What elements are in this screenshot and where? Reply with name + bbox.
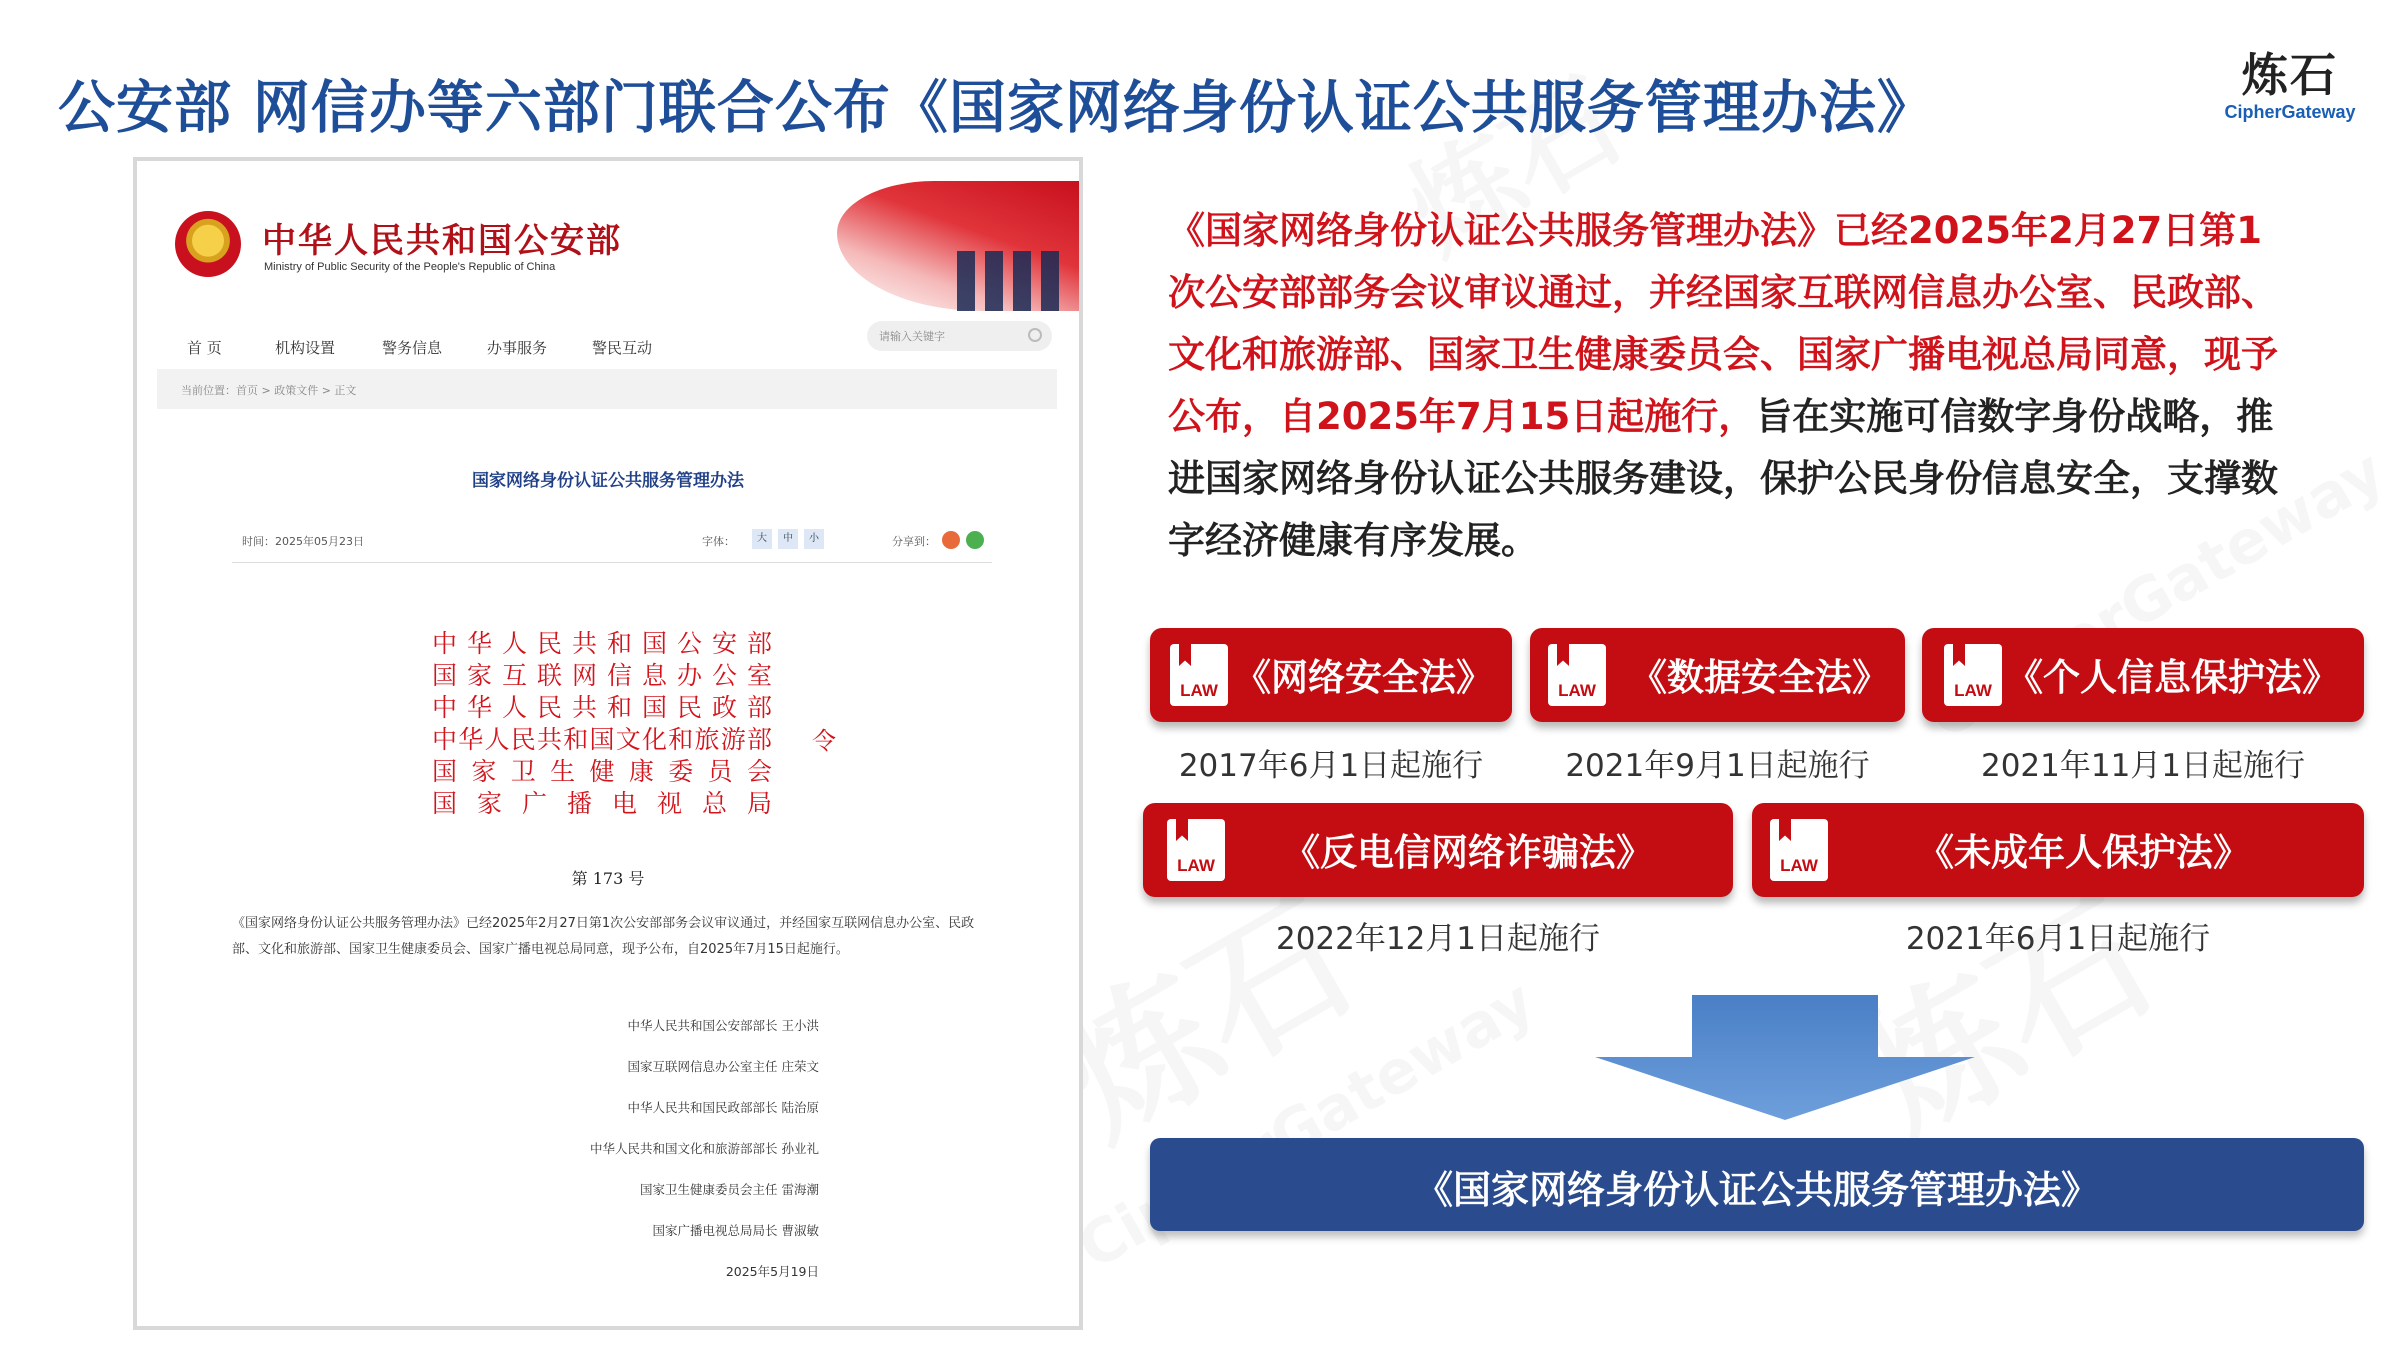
law-book-icon: LAW [1548, 644, 1606, 706]
font-size-large-button[interactable]: 大 [752, 529, 772, 549]
intro-paragraph [1168, 200, 2278, 572]
decree-issuer: 中华人民共和国文化和旅游部 [432, 725, 772, 754]
document-header [137, 161, 1079, 311]
publish-time: 时间：2025年05月23日 [242, 535, 364, 548]
law-book-icon: LAW [1167, 819, 1225, 881]
decree-issuers [432, 628, 832, 820]
decree-suffix: 令 [812, 727, 836, 755]
law-button-minors-protection[interactable] [1752, 803, 2364, 897]
nav-item-services[interactable]: 办事服务 [487, 339, 548, 357]
law-effective-date: 2021年11月1日起施行 [1980, 748, 2306, 784]
law-name: 《未成年人保护法》 [1917, 831, 2250, 874]
ministry-name-en: Ministry of Public Security of the People's Republic of China [264, 261, 556, 273]
signatory: 中华人民共和国文化和旅游部部长 孙业礼 [590, 1141, 819, 1156]
intro-text: 旨在实施可信数字身份战略，推进国家网络身份认证公共服务建设，保护公民身份信息安全，支撑数字经济健康有序发展。 [1168, 395, 2278, 562]
document-search-input[interactable] [867, 321, 1052, 351]
law-name: 《个人信息保护法》 [2006, 656, 2339, 699]
font-size-label: 字体： [702, 535, 735, 548]
law-effective-date: 2021年9月1日起施行 [1565, 748, 1870, 784]
decree-issuer: 中华人民共和国民政部 [432, 693, 772, 722]
law-button-personal-info[interactable] [1922, 628, 2364, 722]
decree-issuer: 中华人民共和国公安部 [432, 629, 772, 658]
document-screenshot [133, 157, 1083, 1330]
signatory: 国家互联网信息办公室主任 庄荣文 [627, 1059, 819, 1074]
law-name: 《反电信网络诈骗法》 [1283, 831, 1653, 874]
nav-item-home[interactable]: 首 页 [187, 339, 222, 357]
font-size-medium-button[interactable]: 中 [778, 529, 798, 549]
nav-item-police-info[interactable]: 警务信息 [382, 339, 443, 357]
law-book-icon: LAW [1770, 819, 1828, 881]
national-emblem-icon [175, 211, 241, 277]
logo-text-cn: 炼石 [2242, 48, 2338, 102]
document-title: 国家网络身份认证公共服务管理办法 [472, 471, 744, 491]
law-button-data-security[interactable] [1530, 628, 1905, 722]
down-arrow-icon [1595, 995, 1975, 1120]
ministry-name-cn: 中华人民共和国公安部 [262, 221, 622, 261]
watermark [1067, 966, 1546, 1283]
law-name: 《数据安全法》 [1630, 656, 1889, 699]
nav-item-organization[interactable]: 机构设置 [275, 339, 336, 357]
law-book-icon: LAW [1944, 644, 2002, 706]
decree-number: 第 173 号 [571, 869, 645, 888]
breadcrumb [157, 369, 1057, 409]
document-meta [232, 529, 992, 563]
intro-highlight: 《国家网络身份认证公共服务管理办法》已经2025年2月27日第1次公安部部务会议审议通过，并经国家互联网信息办公室、民政部、文化和旅游部、国家卫生健康委员会、国家广播电视总局同意，现予公布，自2025年7月15日起施行， [1168, 209, 2278, 438]
police-figures-image [957, 251, 1067, 311]
law-effective-date: 2017年6月1日起施行 [1178, 748, 1484, 784]
decree-issuer: 国家卫生健康委员会 [432, 757, 772, 786]
signing-date: 2025年5月19日 [725, 1264, 819, 1279]
target-regulation-box [1150, 1138, 2364, 1231]
signatory: 中华人民共和国公安部部长 王小洪 [627, 1018, 819, 1033]
law-book-icon: LAW [1170, 644, 1228, 706]
search-placeholder: 请输入关键字 [879, 330, 945, 343]
law-button-anti-telecom-fraud[interactable] [1143, 803, 1733, 897]
law-effective-date: 2021年6月1日起施行 [1905, 921, 2211, 957]
font-size-small-button[interactable]: 小 [804, 529, 824, 549]
signatory: 国家广播电视总局局长 曹淑敏 [652, 1223, 819, 1238]
signatory: 国家卫生健康委员会主任 雷海潮 [640, 1182, 819, 1197]
breadcrumb-text: 当前位置：首页 > 政策文件 > 正文 [181, 384, 357, 397]
target-regulation-label: 《国家网络身份认证公共服务管理办法》 [1414, 1168, 2099, 1212]
search-icon[interactable] [1028, 328, 1042, 342]
decree-issuer: 国家互联网信息办公室 [432, 661, 772, 690]
decree-issuer: 国家广播电视总局 [432, 789, 772, 818]
nav-item-interaction[interactable]: 警民互动 [592, 339, 653, 357]
weibo-share-icon[interactable] [942, 531, 960, 549]
wechat-share-icon[interactable] [966, 531, 984, 549]
document-body: 《国家网络身份认证公共服务管理办法》已经2025年2月27日第1次公安部部务会议审议通过，并经国家互联网信息办公室、民政部、文化和旅游部、国家卫生健康委员会、国家广播电视总局同意，现予公布，自2025年7月15日起施行。 [232, 916, 975, 957]
signatory: 中华人民共和国民政部部长 陆治原 [627, 1100, 819, 1115]
logo-text-en: CipherGateway [2224, 102, 2356, 122]
law-name: 《网络安全法》 [1234, 656, 1493, 699]
share-label: 分享到： [892, 535, 936, 548]
law-effective-date: 2022年12月1日起施行 [1275, 921, 1601, 957]
law-button-cybersecurity[interactable] [1150, 628, 1512, 722]
brand-logo [2210, 48, 2370, 122]
slide-title: 公安部 网信办等六部门联合公布《国家网络身份认证公共服务管理办法》 [58, 75, 1935, 141]
